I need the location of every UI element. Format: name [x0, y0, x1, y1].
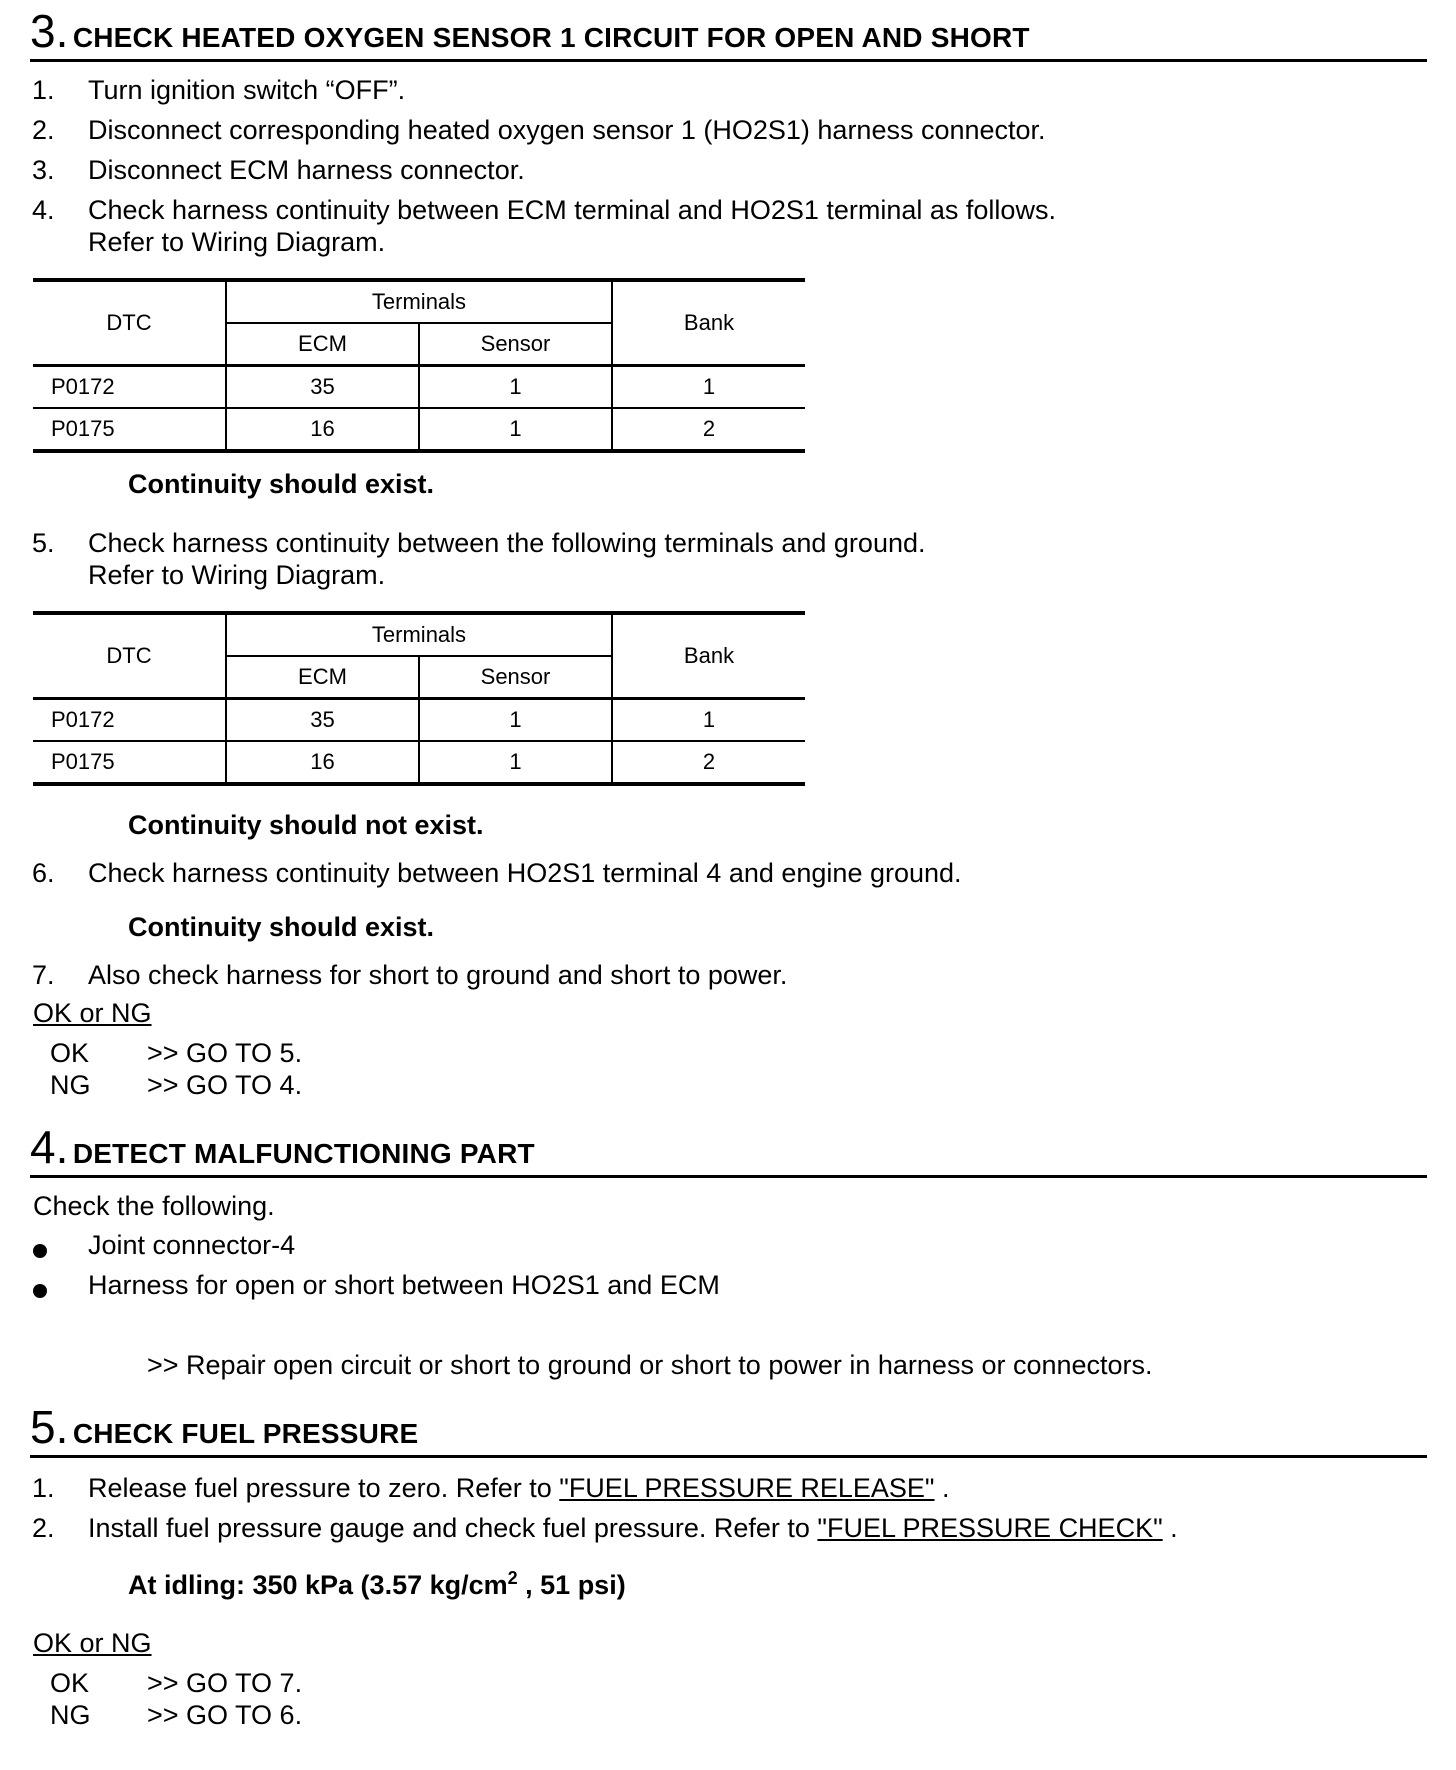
cell-sensor: 1: [419, 408, 612, 451]
ok-label: OK: [50, 1668, 90, 1698]
header-terminals: Terminals: [226, 280, 612, 323]
step5-heading: [30, 1400, 418, 1454]
cell-bank: 1: [612, 366, 805, 409]
ok-or-ng-label: OK or NG: [33, 998, 152, 1028]
cell-dtc: P0172: [33, 699, 226, 742]
ok-action: >> GO TO 5.: [147, 1038, 303, 1068]
header-bank: Bank: [612, 613, 805, 699]
bullet-icon: [33, 1284, 47, 1298]
step4-title: DETECT MALFUNCTIONING PART: [72, 1138, 535, 1169]
cell-bank: 1: [612, 699, 805, 742]
ok-or-ng-label: OK or NG: [33, 1628, 152, 1658]
ng-action: >> GO TO 6.: [147, 1700, 303, 1730]
continuity-table-2: [33, 611, 805, 786]
cell-bank: 2: [612, 408, 805, 451]
cell-sensor: 1: [419, 366, 612, 409]
item-text: Check harness continuity between HO2S1 terminal 4 and engine ground.: [88, 858, 962, 888]
step5-number: 5.: [30, 1401, 69, 1453]
step4-intro: Check the following.: [33, 1191, 275, 1221]
item-text-tail: .: [1162, 1513, 1178, 1543]
fuel-pressure-check-link[interactable]: "FUEL PRESSURE CHECK": [817, 1513, 1163, 1543]
cell-dtc: P0175: [33, 408, 226, 451]
item-text: Also check harness for short to ground and short to power.: [88, 960, 788, 990]
table-row: [33, 699, 805, 742]
cell-dtc: P0175: [33, 741, 226, 784]
item-number: 4.: [32, 195, 55, 225]
fuel-pressure-spec: [128, 1568, 626, 1601]
ng-label: NG: [50, 1700, 91, 1730]
item-text: Check harness continuity between the following terminals and ground.: [88, 528, 926, 558]
ok-action: >> GO TO 7.: [147, 1668, 303, 1698]
table-row: [33, 408, 805, 451]
header-sensor: Sensor: [419, 656, 612, 699]
item-text: Check harness continuity between ECM terminal and HO2S1 terminal as follows.: [88, 195, 1056, 225]
step4-number: 4.: [30, 1121, 69, 1173]
item-text-body: Install fuel pressure gauge and check fuel pressure. Refer to: [88, 1513, 818, 1543]
item-number: 1.: [32, 75, 55, 105]
spec-text-tail: , 51 psi): [517, 1570, 626, 1600]
header-terminals: Terminals: [226, 613, 612, 656]
note-continuity-exist: Continuity should exist.: [128, 469, 435, 499]
header-sensor: Sensor: [419, 323, 612, 366]
header-ecm: ECM: [226, 656, 419, 699]
item-subtext: Refer to Wiring Diagram.: [88, 227, 386, 257]
step5-rule: [30, 1455, 1427, 1458]
step3-number: 3.: [30, 5, 69, 57]
step3-title: CHECK HEATED OXYGEN SENSOR 1 CIRCUIT FOR OPEN AND SHORT: [72, 22, 1030, 53]
step3-heading: [30, 4, 1030, 58]
cell-ecm: 16: [226, 408, 419, 451]
note-continuity-exist-2: Continuity should exist.: [128, 912, 435, 942]
step4-rule: [30, 1175, 1427, 1178]
ok-label: OK: [50, 1038, 90, 1068]
step4-action: >> Repair open circuit or short to ground or short to power in harness or connectors.: [147, 1350, 1153, 1380]
cell-ecm: 35: [226, 366, 419, 409]
step4-heading: [30, 1120, 535, 1174]
ng-action: >> GO TO 4.: [147, 1070, 303, 1100]
ng-label: NG: [50, 1070, 91, 1100]
item-number: 7.: [32, 960, 55, 990]
table-row: [33, 741, 805, 784]
step3-rule: [30, 59, 1427, 62]
cell-sensor: 1: [419, 741, 612, 784]
note-continuity-not-exist: Continuity should not exist.: [128, 810, 484, 840]
item-number: 3.: [32, 155, 55, 185]
continuity-table-1: [33, 278, 805, 453]
step4-bullet-1: Joint connector-4: [88, 1230, 296, 1260]
spec-text: At idling: 350 kPa (3.57 kg/cm: [128, 1570, 508, 1600]
step4-bullet-2: Harness for open or short between HO2S1 and ECM: [88, 1270, 720, 1300]
cell-ecm: 16: [226, 741, 419, 784]
step5-title: CHECK FUEL PRESSURE: [72, 1418, 419, 1449]
table-row: [33, 366, 805, 409]
item-text: [88, 1473, 950, 1504]
item-text: [88, 1513, 1178, 1544]
spec-superscript: 2: [507, 1568, 518, 1588]
item-text-body: Release fuel pressure to zero. Refer to: [88, 1473, 560, 1503]
header-bank: Bank: [612, 280, 805, 366]
item-text: Turn ignition switch “OFF”.: [88, 75, 406, 105]
cell-ecm: 35: [226, 699, 419, 742]
item-number: 5.: [32, 528, 55, 558]
item-number: 1.: [32, 1473, 55, 1503]
item-number: 2.: [32, 1513, 55, 1543]
item-number: 6.: [32, 858, 55, 888]
cell-dtc: P0172: [33, 366, 226, 409]
item-text: Disconnect corresponding heated oxygen sensor 1 (HO2S1) harness connector.: [88, 115, 1046, 145]
header-dtc: DTC: [33, 613, 226, 699]
item-text-tail: .: [934, 1473, 950, 1503]
item-text: Disconnect ECM harness connector.: [88, 155, 525, 185]
cell-sensor: 1: [419, 699, 612, 742]
header-dtc: DTC: [33, 280, 226, 366]
bullet-icon: [33, 1244, 47, 1258]
header-ecm: ECM: [226, 323, 419, 366]
fuel-pressure-release-link[interactable]: "FUEL PRESSURE RELEASE": [559, 1473, 935, 1503]
cell-bank: 2: [612, 741, 805, 784]
item-subtext: Refer to Wiring Diagram.: [88, 560, 386, 590]
item-number: 2.: [32, 115, 55, 145]
